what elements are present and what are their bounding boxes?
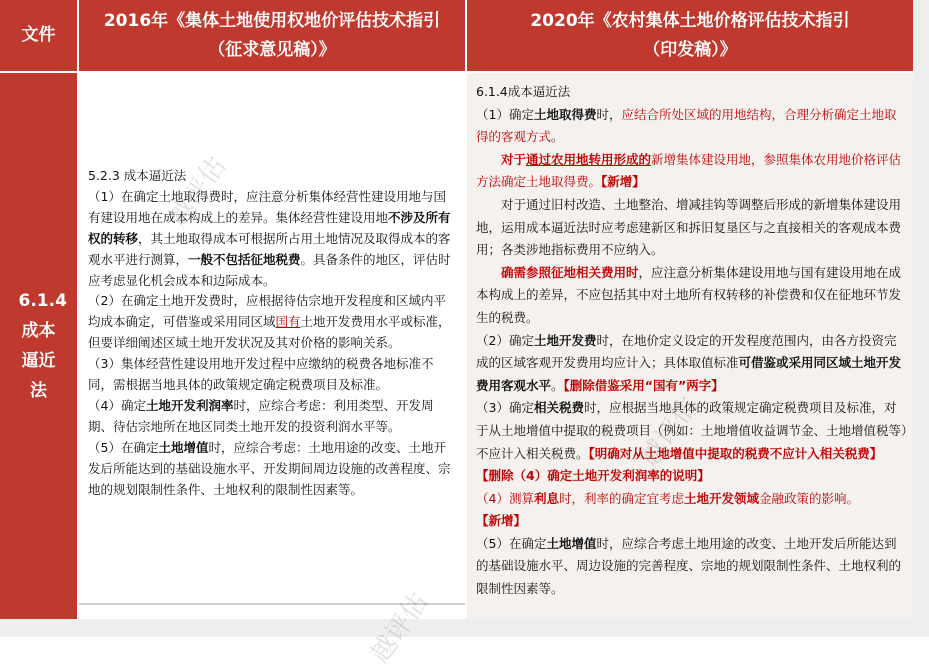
page-gutter [913,0,929,637]
header-2020-line1: 2020年《农村集体土地价格评估技术指引 [530,10,850,31]
header-2016-cell [79,0,465,71]
left-para-4: （4）确定土地开发利润率时，应综合考虑：利用类型、开发周期、待估宗地所在地区同类土地开发的投资利润水平等。 [88,397,434,434]
watermark-2: 越评估 [364,587,435,669]
left-para-3: （3）集体经营性建设用地开发过程中应缴纳的税费各地标准不同，需根据当地具体的政策规定确定税费项目及标准。 [88,356,434,393]
right-para-9: （5）在确定土地增值时，应综合考虑土地用途的改变、土地开发后所能达到的基础设施水平、周边设施的完善程度、宗地的规划限制性条件、土地权利的限制性因素等。 [476,535,902,597]
left-para-1: （1）在确定土地取得费时，应注意分析集体经营性建设用地与国有建设用地在成本构成上的差异。集体经营性建设用地不涉及所有权的转移，其土地取得成本可根据所占用土地情况及取得成本的客观水平进行测算，一般不包括征地税费。具备条件的地区，评估时应考虑显化机会成本和边际成本。 [88,188,451,288]
left-para-2: （2）在确定土地开发费时，应根据待估宗地开发程度和区域内平均成本确定，可借鉴或采用同区域国有土地开发费用水平或标准，但要详细阐述区域土地开发状况及其对价格的影响关系。 [88,293,451,351]
page-bottom-strip [0,619,913,637]
content-2020-text [476,81,908,601]
right-para-8: （4）测算利息时，利率的确定宜考虑土地开发领域金融政策的影响。 [476,490,860,506]
right-para-2: 对于通过农用地转用形成的新增集体建设用地，参照集体农用地价格评估方法确定土地取得费。【新增】 [476,151,902,190]
header-2016-line1: 2016年《集体土地使用权地价评估技术指引 [103,10,441,31]
section-name-1: 成本 [21,321,56,341]
section-name-3: 法 [30,381,47,401]
header-2020-line2: （印发稿）》 [643,39,737,60]
watermark-1: 越评估 [162,151,233,233]
right-para-6: （3）确定相关税费时，应根据当地具体的政策规定确定税费项目及标准，对于从土地增值中提取的税费项目（例如：土地增值收益调节金、土地增值税等）不应计入相关税费。【明确对从土地增值中提取的税费不应计入相关税费】 [476,400,908,461]
header-2016-line2: （征求意见稿）》 [208,39,336,60]
section-label-cell [0,73,77,619]
section-name-2: 逼近 [21,351,56,371]
watermark-3: 越评估 [634,391,705,473]
right-title: 6.1.4成本逼近法 [476,84,571,99]
header-file-label: 文件 [21,25,56,45]
right-para-3: 对于通过旧村改造、土地整治、增减挂钩等调整后形成的新增集体建设用地，运用成本逼近法时应考虑建新区和拆旧复垦区与之直接相关的客观成本费用；各类涉地指标费用不应纳入。 [476,196,902,258]
right-para-1: （1）确定土地取得费时，应结合所处区域的用地结构，合理分析确定土地取得的客观方式。 [476,106,897,145]
header-2020-cell [467,0,913,71]
right-para-8-tag: 【新增】 [476,513,527,529]
right-para-7: 【删除（4）确定土地开发利润率的说明】 [476,468,710,484]
right-para-4: 确需参照征地相关费用时，应注意分析集体建设用地与国有建设用地在成本构成上的差异，不应包括其中对土地所有权转移的补偿费和仅在征地环节发生的税费。 [476,264,902,325]
right-para-5: （2）确定土地开发费时，在地价定义设定的开发程度范围内，由各方投资完成的区域客观开发费用均应计入；具体取值标准可借鉴或采用同区域土地开发费用客观水平。【删除借鉴采用“国有”两字】 [476,332,902,393]
content-2016-text [88,166,458,501]
section-number: 6.1.4 [18,291,67,311]
header-file-cell [0,0,77,71]
left-para-5: （5）在确定土地增值时，应综合考虑：土地用途的改变、土地开发后所能达到的基础设施水平、开发期间周边设施的改善程度、宗地的规划限制性条件、土地权利的限制性因素等。 [88,439,451,497]
left-title: 5.2.3 成本逼近法 [88,168,187,183]
